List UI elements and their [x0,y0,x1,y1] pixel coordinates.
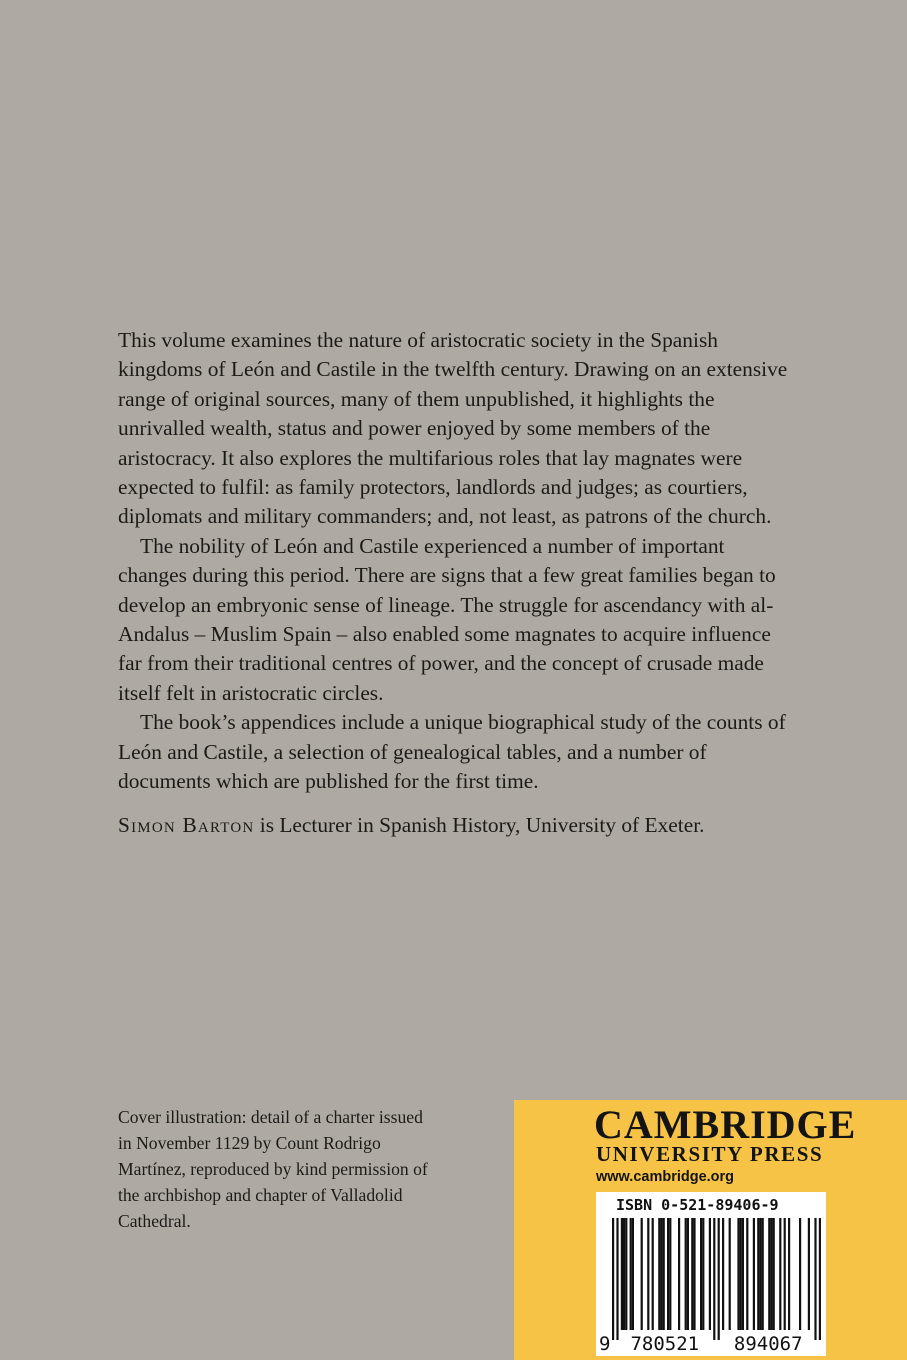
publisher-name: CAMBRIDGE [594,1102,857,1147]
barcode-bar [702,1218,704,1330]
barcode-bar [687,1218,689,1330]
barcode-bar [685,1218,687,1330]
barcode-bar [799,1218,801,1330]
barcode-bar [713,1218,715,1340]
barcode-bar [630,1218,632,1330]
author-bio: is Lecturer in Spanish History, University of Exeter. [254,812,705,837]
barcode-bar [819,1218,821,1340]
blurb-paragraph: The nobility of León and Castile experienced a number of important changes during this period. There are signs that a few great families began to develop an embryonic sense of lineage. The struggle for ascendancy with al-Andalus – Muslim Spain – also enabled some magnates to acquire influence far from their traditional centres of power, and the concept of crusade made itself felt in aristocratic circles. [118,533,776,705]
blurb-paragraph: The book’s appendices include a unique biographical study of the counts of León and Castile, a selection of genealogical tables, and a number of documents which are published for the first time. [118,710,786,794]
barcode-bar [667,1218,669,1330]
publisher-box [514,1100,907,1360]
author-name: Simon Barton [118,812,255,837]
barcode-bar [621,1218,623,1330]
barcode-bar [808,1218,810,1330]
barcode-bar [814,1218,816,1340]
barcode-bar [779,1218,781,1330]
barcode-bar [784,1218,786,1330]
barcode-bar [722,1218,724,1330]
barcode-bar [768,1218,770,1330]
barcode-bar [669,1218,671,1330]
barcode-area [596,1192,826,1356]
barcode-bar [770,1218,772,1330]
barcode-digits: 780521 [630,1333,700,1355]
barcode-bar [759,1218,761,1330]
barcode-bar [737,1218,739,1330]
barcode-bar [742,1218,744,1330]
barcode-bar [693,1218,695,1330]
barcode-digits: 894067 [733,1333,803,1355]
barcode-bar [663,1218,665,1330]
barcode-bar [641,1218,643,1330]
isbn-barcode [596,1192,826,1356]
cover-illustration-credit: Cover illustration: detail of a charter issued in November 1129 by Count Rodrigo Martínez, reproduced by kind permission of the archbishop and chapter of Valladolid Cathedral. [118,1107,428,1231]
barcode-bar [757,1218,759,1330]
barcode-bar [762,1218,764,1330]
blurb-paragraph: This volume examines the nature of aristocratic society in the Spanish kingdoms of León and Castile in the twelfth century. Drawing on an extensive range of original sources, many of them unpublished, it highlights the unrivalled wealth, status and power enjoyed by some members of the aristocracy. It also explores the multifarious roles that lay magnates were expected to fulfil: as family protectors, landlords and judges; as courtiers, diplomats and military commanders; and, not least, as patrons of the church. [118,328,788,529]
barcode-bar [625,1218,627,1330]
publisher-press: UNIVERSITY PRESS [596,1142,824,1166]
barcode-digits: 9 [599,1333,611,1355]
barcode-bar [616,1218,618,1340]
publisher-url: www.cambridge.org [596,1169,735,1185]
isbn-label: ISBN 0-521-89406-9 [616,1196,779,1214]
barcode-bar [678,1218,680,1330]
barcode-bar [623,1218,625,1330]
barcode-bar [632,1218,634,1330]
barcode-bar [658,1218,660,1330]
barcode-bar [746,1218,748,1330]
barcode-bar [729,1218,731,1330]
barcode-bar [718,1218,720,1340]
barcode-bar [612,1218,614,1340]
barcode-bar [660,1218,662,1330]
barcode-bar [740,1218,742,1330]
barcode-bar [652,1218,654,1330]
barcode-bar [753,1218,755,1330]
barcode-bar [709,1218,711,1330]
barcode-bar [788,1218,790,1330]
barcode-bar [691,1218,693,1330]
barcode-bar [647,1218,649,1330]
barcode-bar [773,1218,775,1330]
barcode-bar [700,1218,702,1330]
author-note [118,811,798,840]
back-cover-blurb [118,326,798,840]
